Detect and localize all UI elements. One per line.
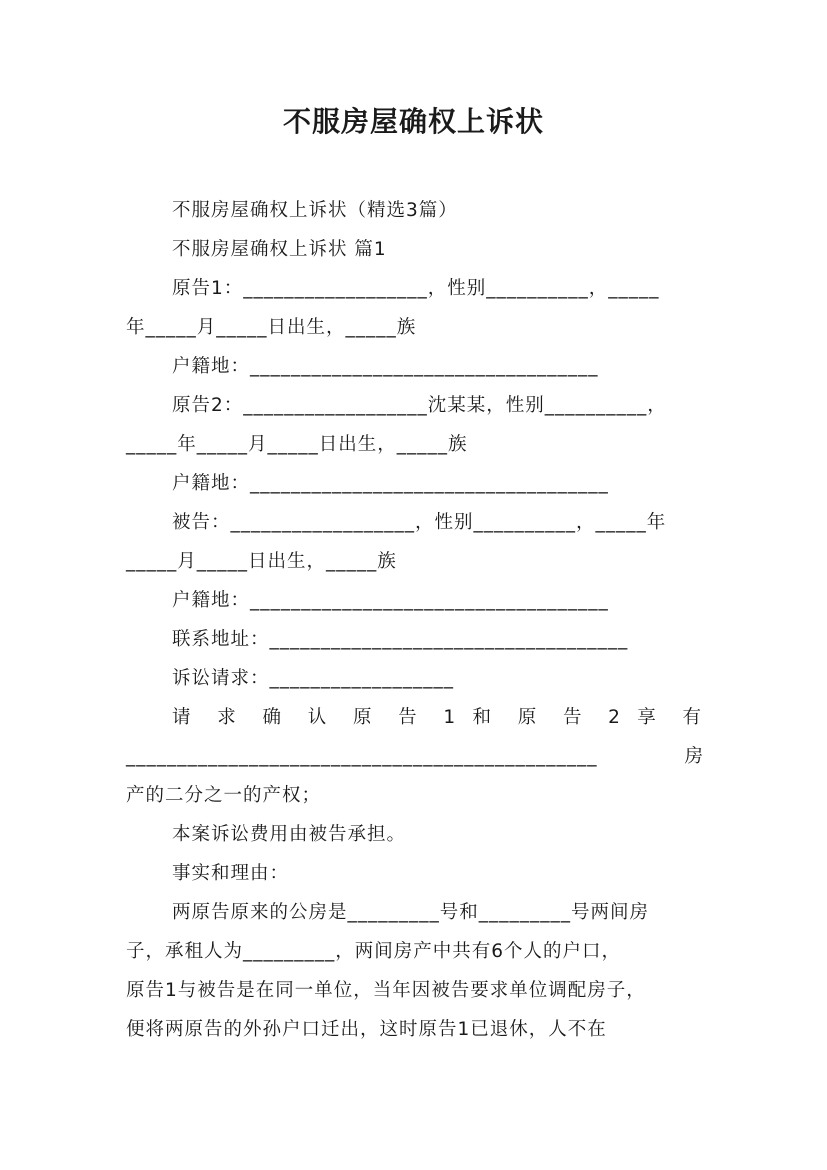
plaintiff1-line: 原告1：__________________，性别__________，_____: [172, 278, 660, 299]
plaintiff2-line: 原告2：__________________沈某某，性别__________，: [172, 395, 667, 416]
defendant-domicile-line: 户籍地：___________________________________: [172, 590, 609, 611]
subtitle-line: 不服房屋确权上诉状（精选3篇）: [172, 200, 458, 221]
facts-heading: 事实和理由：: [172, 863, 290, 884]
section-heading: 不服房屋确权上诉状 篇1: [172, 239, 387, 260]
facts-line-3: 原告1与被告是在同一单位，当年因被告要求单位调配房子，: [126, 980, 646, 1001]
document-title: 不服房屋确权上诉状: [282, 105, 544, 138]
claim-request-line: 请 求 确 认 原 告 1 和 原 告 2 享 有: [172, 707, 702, 728]
plaintiff2-birth-line: _____年_____月_____日出生，_____族: [126, 434, 468, 455]
plaintiff1-domicile-line: 户籍地：__________________________________: [172, 356, 599, 377]
facts-line-4: 便将两原告的外孙户口迁出，这时原告1已退休，人不在: [126, 1019, 607, 1040]
costs-line: 本案诉讼费用由被告承担。: [172, 824, 407, 845]
defendant-birth-line: _____月_____日出生，_____族: [126, 551, 397, 572]
facts-line-1: 两原告原来的公房是_________号和_________号两间房: [172, 902, 650, 923]
plaintiff2-domicile-line: 户籍地：___________________________________: [172, 473, 609, 494]
plaintiff1-birth-line: 年_____月_____日出生，_____族: [126, 317, 417, 338]
defendant-line: 被告：__________________，性别__________，_____年: [172, 512, 667, 533]
facts-line-2: 子，承租人为_________，两间房产中共有6个人的户口，: [126, 941, 622, 962]
claims-line: 诉讼请求：__________________: [172, 668, 455, 689]
claim-blank-line: ______________________________________________ 房: [126, 746, 704, 767]
contact-address-line: 联系地址：___________________________________: [172, 629, 629, 650]
claim-share-line: 产的二分之一的产权；: [126, 785, 322, 806]
